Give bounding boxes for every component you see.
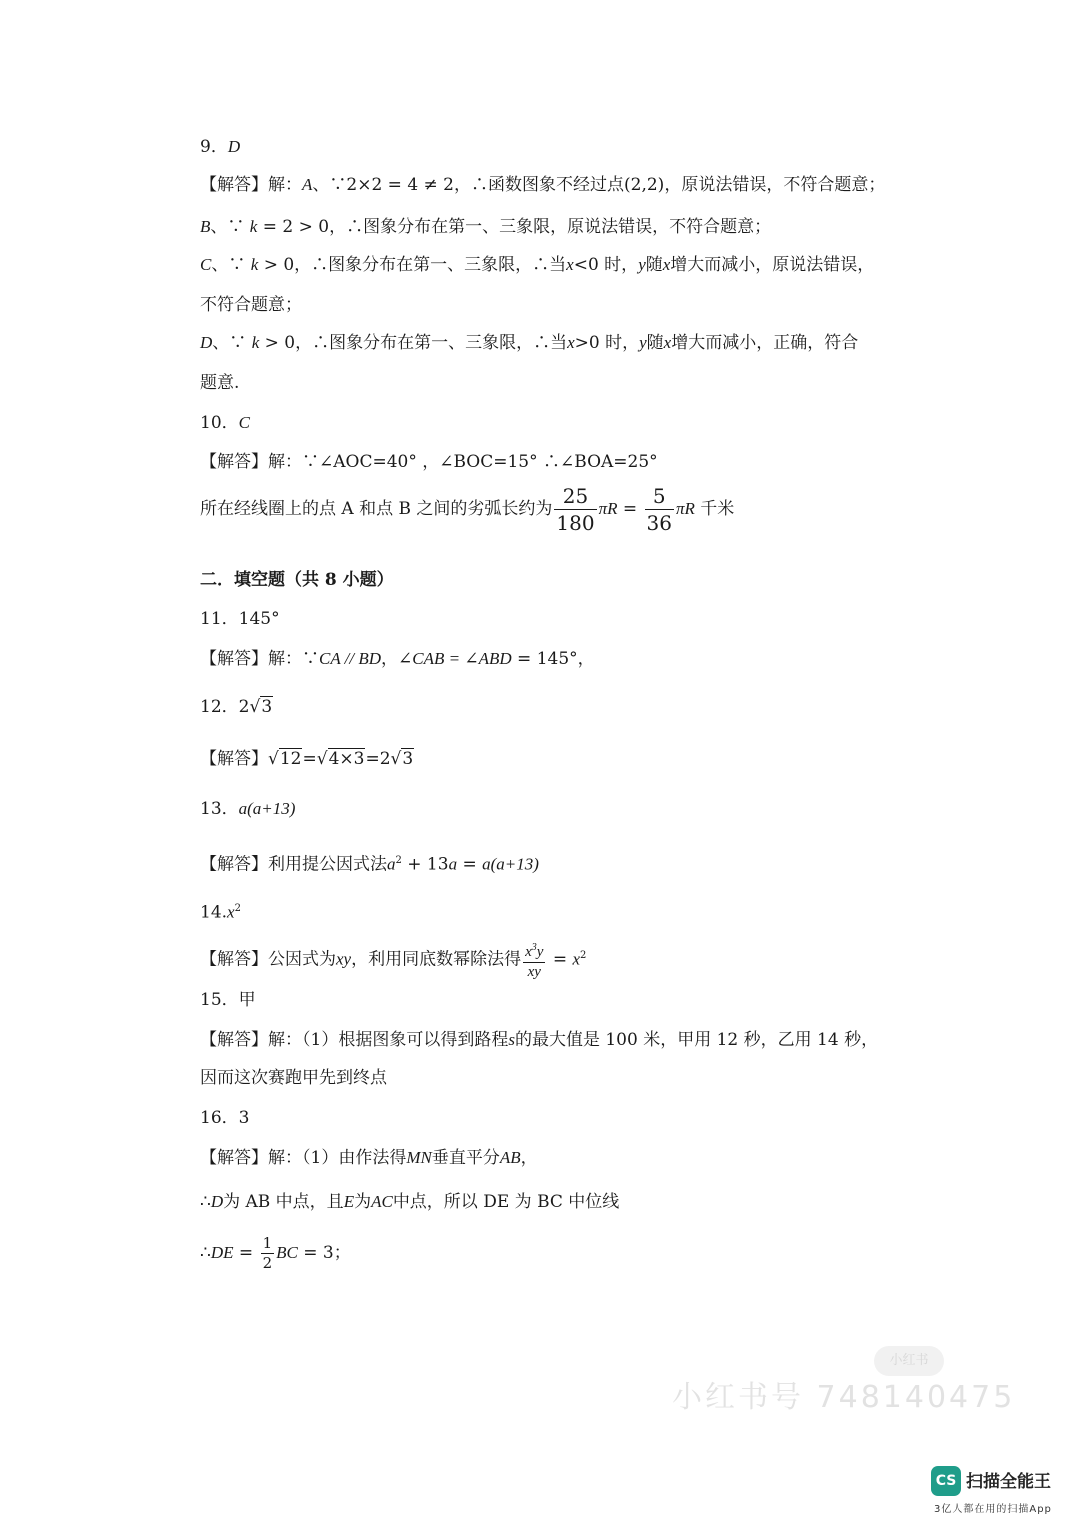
q15-line-1: 【解答】解：（1）根据图象可以得到路程s的最大值是 100 米，甲用 12 秒，乙用 14 秒， <box>200 1030 879 1050</box>
q9-heading <box>200 135 240 159</box>
q9-line-2: B、∵ k = 2 > 0，∴图象分布在第一、三象限，原说法错误，不符合题意； <box>200 217 772 237</box>
fraction: $\frac{25}{180}$ <box>556 484 595 535</box>
q9-line-1: 【解答】解：A、∵2×2 = 4 ≠ 2，∴函数图象不经过点(2,2)，原说法错误，不符合题意； <box>200 175 886 195</box>
fraction: $\frac{5}{36}$ <box>646 484 672 535</box>
answer: 甲 <box>238 990 256 1010</box>
answer: x <box>227 902 235 922</box>
watermark-badge: 小红书 <box>874 1346 944 1376</box>
camscanner-subtitle: 3亿人都在用的扫描App <box>934 1504 1052 1515</box>
q12-heading: 12．2√3 <box>200 697 273 717</box>
q10-heading <box>200 411 250 435</box>
section-heading: 二．填空题（共 8 小题） <box>200 570 394 590</box>
question-number: 14. <box>200 902 228 923</box>
q16-line-2: ∴D为 AB 中点，且E为AC中点，所以 DE 为 BC 中位线 <box>200 1192 620 1212</box>
q13-heading <box>200 797 295 821</box>
q10-line-1: 【解答】解：∵∠AOC=40° ，∠BOC=15° ∴∠BOA=25° <box>200 452 658 472</box>
q11-heading <box>200 607 280 631</box>
camscanner-title: 扫描全能王 <box>966 1472 1051 1492</box>
camscanner-logo-icon: CS <box>931 1466 961 1496</box>
fraction: $\frac{x^3y}{xy}$ <box>523 938 545 982</box>
q9-line-3: C、∵ k > 0，∴图象分布在第一、三象限，∴当x<0 时，y随x增大而减小，原说法错误， <box>200 255 875 275</box>
question-number: 12． <box>200 697 239 717</box>
q14-line-1: 【解答】公因式为xy，利用同底数幂除法得 $\frac{x^3y}{xy}$ = $x^2$ <box>200 938 586 982</box>
q9-line-4: 不符合题意； <box>200 295 302 315</box>
question-number: 10． <box>200 413 239 433</box>
q14-heading: $14.x^2$ <box>200 902 241 923</box>
answer: D <box>227 137 241 156</box>
q15-line-2: 因而这次赛跑甲先到终点 <box>200 1068 387 1088</box>
q12-line-1: 【解答】√12=√4×3=2√3 <box>200 749 414 769</box>
q16-heading <box>200 1106 249 1130</box>
question-number: 16． <box>200 1108 239 1128</box>
q10-line-2: 所在经线圈上的点 A 和点 B 之间的劣弧长约为 $\frac{25}{180}$ πR = $\frac{5}{36}$ πR 千米 <box>200 484 735 535</box>
answer: a(a+13) <box>238 799 296 818</box>
answer: 3 <box>238 1108 250 1128</box>
answer: C <box>238 413 250 432</box>
watermark-text: 小红书号 748140475 <box>672 1380 1016 1415</box>
q9-line-6: 题意. <box>200 373 240 393</box>
q13-line-1: 【解答】利用提公因式法$a^2 + 13a = a(a+13)$ <box>200 854 539 875</box>
q11-line-1: 【解答】解：∵CA // BD，∠CAB = ∠ABD = 145°， <box>200 649 595 669</box>
fraction: $\frac{1}{2}$ <box>262 1234 273 1272</box>
q15-heading <box>200 988 256 1012</box>
question-number: 9． <box>200 137 228 157</box>
question-number: 11． <box>200 609 239 629</box>
question-number: 13． <box>200 799 239 819</box>
q9-line-5: D、∵ k > 0，∴图象分布在第一、三象限，∴当x>0 时，y随x增大而减小，正确，符合 <box>200 333 859 353</box>
question-number: 15． <box>200 990 239 1010</box>
q16-line-3: ∴DE = $\frac{1}{2}$ BC = 3； <box>200 1234 351 1272</box>
q16-line-1: 【解答】解：（1）由作法得MN垂直平分AB， <box>200 1148 538 1168</box>
answer: 145° <box>238 609 280 629</box>
